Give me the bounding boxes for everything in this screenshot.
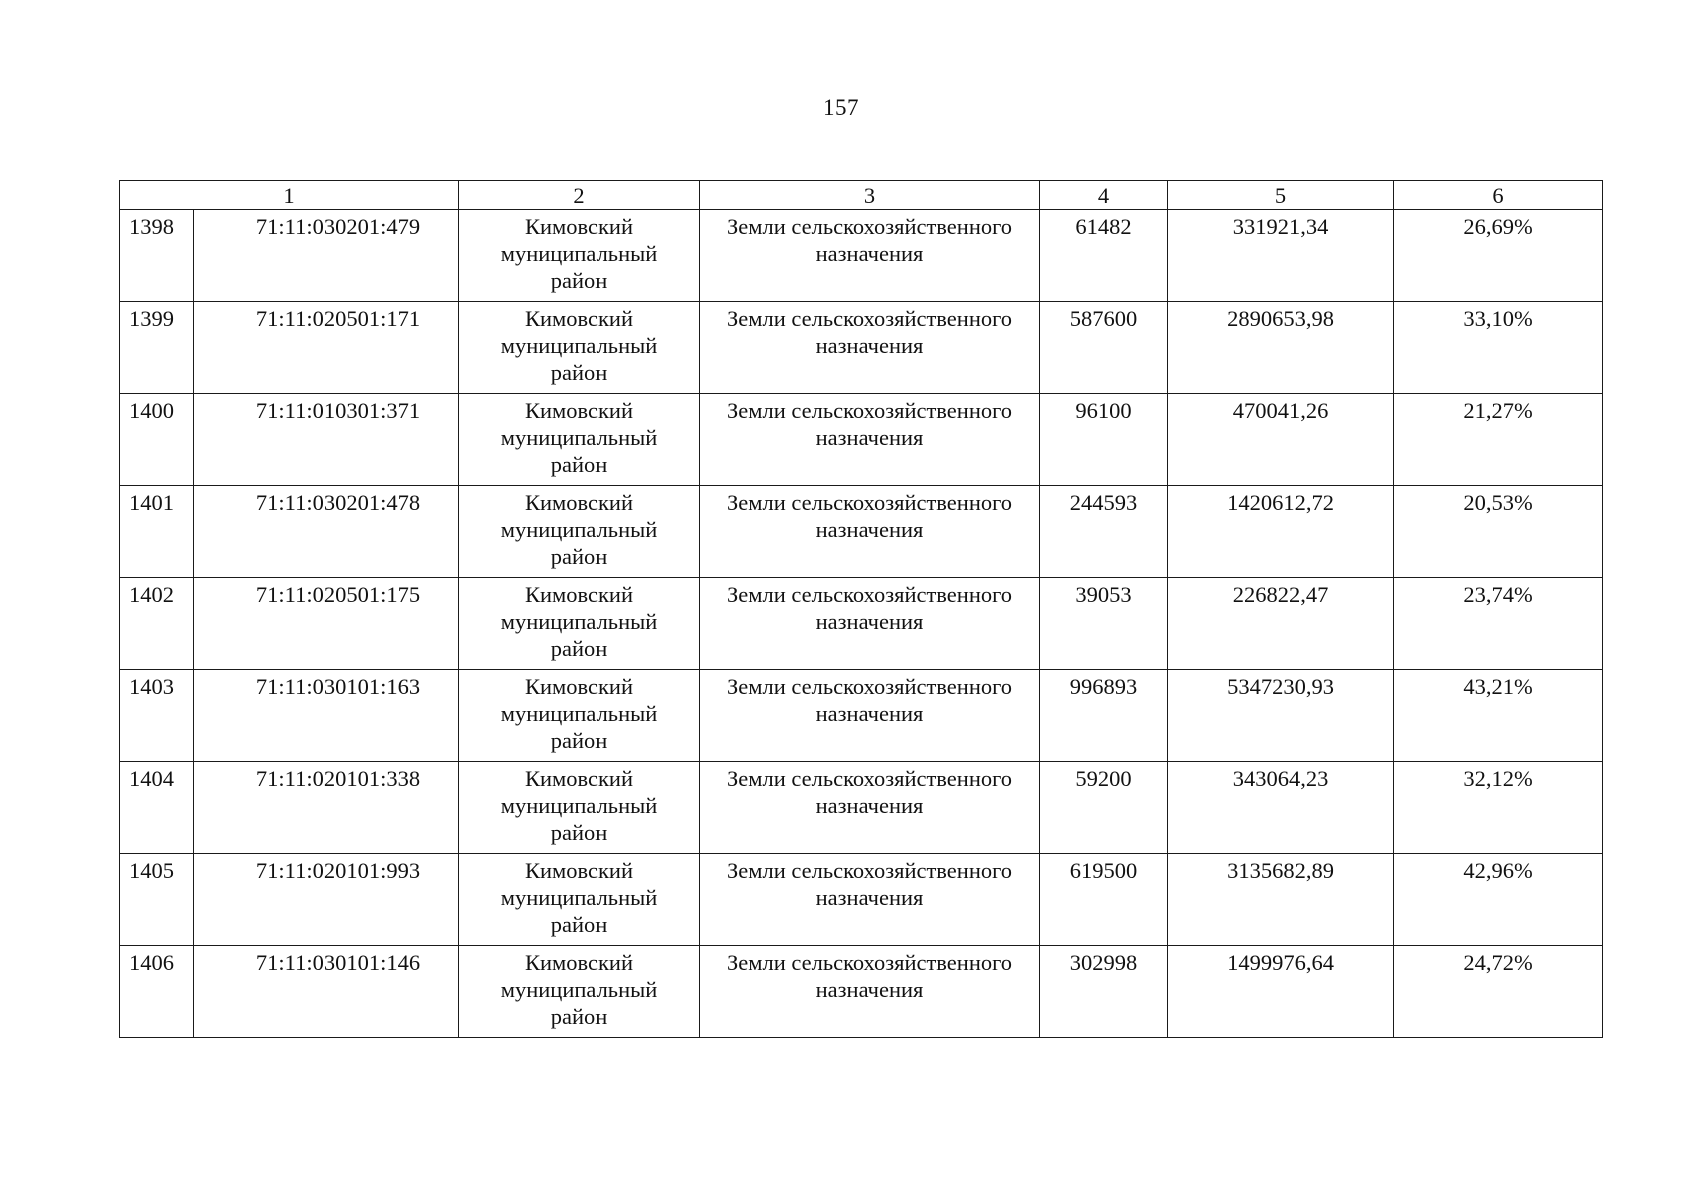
area-value: 302998 — [1040, 946, 1168, 1038]
cadastral-value: 3135682,89 — [1168, 854, 1394, 946]
row-number: 1406 — [120, 946, 194, 1038]
land-category-line-2: назначения — [815, 977, 924, 1002]
municipality — [459, 578, 700, 670]
cadastral-value: 226822,47 — [1168, 578, 1394, 670]
cadastral-value: 343064,23 — [1168, 762, 1394, 854]
municipality — [459, 670, 700, 762]
municipality-line-2: муниципальный — [500, 517, 658, 542]
row-number: 1400 — [120, 394, 194, 486]
land-category-line-2: назначения — [815, 793, 924, 818]
area-value: 996893 — [1040, 670, 1168, 762]
land-category — [700, 394, 1040, 486]
row-number: 1401 — [120, 486, 194, 578]
table-row — [120, 210, 1603, 302]
municipality-line-1: Кимовский — [524, 214, 634, 239]
municipality-line-1: Кимовский — [524, 490, 634, 515]
land-category — [700, 486, 1040, 578]
cadastral-value: 5347230,93 — [1168, 670, 1394, 762]
municipality-line-2: муниципальный — [500, 977, 658, 1002]
cadastral-number: 71:11:030101:146 — [194, 946, 459, 1038]
percent-value: 20,53% — [1394, 486, 1603, 578]
cadastral-number: 71:11:030201:478 — [194, 486, 459, 578]
municipality-line-3: район — [550, 360, 608, 385]
land-category-line-1: Земли сельскохозяйственного — [726, 858, 1013, 883]
table-row — [120, 394, 1603, 486]
land-category-line-1: Земли сельскохозяйственного — [726, 674, 1013, 699]
municipality-line-1: Кимовский — [524, 306, 634, 331]
cadastral-number: 71:11:020101:993 — [194, 854, 459, 946]
municipality-line-3: район — [550, 1004, 608, 1029]
area-value: 587600 — [1040, 302, 1168, 394]
municipality — [459, 946, 700, 1038]
percent-value: 24,72% — [1394, 946, 1603, 1038]
municipality-line-2: муниципальный — [500, 241, 658, 266]
municipality — [459, 486, 700, 578]
municipality-line-3: район — [550, 728, 608, 753]
area-value: 61482 — [1040, 210, 1168, 302]
cadastral-value: 470041,26 — [1168, 394, 1394, 486]
header-col-4: 4 — [1040, 181, 1168, 210]
percent-value: 23,74% — [1394, 578, 1603, 670]
land-category — [700, 210, 1040, 302]
row-number: 1402 — [120, 578, 194, 670]
percent-value: 33,10% — [1394, 302, 1603, 394]
cadastral-number: 71:11:010301:371 — [194, 394, 459, 486]
table-row — [120, 762, 1603, 854]
area-value: 59200 — [1040, 762, 1168, 854]
municipality-line-1: Кимовский — [524, 950, 634, 975]
municipality-line-1: Кимовский — [524, 674, 634, 699]
land-category-line-1: Земли сельскохозяйственного — [726, 214, 1013, 239]
land-category — [700, 762, 1040, 854]
municipality-line-1: Кимовский — [524, 858, 634, 883]
municipality — [459, 302, 700, 394]
table-header-row — [120, 181, 1603, 210]
municipality-line-3: район — [550, 912, 608, 937]
header-col-5: 5 — [1168, 181, 1394, 210]
land-category-line-2: назначения — [815, 333, 924, 358]
land-category — [700, 578, 1040, 670]
header-col-2: 2 — [459, 181, 700, 210]
cadastral-value: 1420612,72 — [1168, 486, 1394, 578]
municipality-line-1: Кимовский — [524, 766, 634, 791]
percent-value: 21,27% — [1394, 394, 1603, 486]
municipality-line-2: муниципальный — [500, 333, 658, 358]
land-category-line-1: Земли сельскохозяйственного — [726, 950, 1013, 975]
percent-value: 43,21% — [1394, 670, 1603, 762]
cadastral-number: 71:11:020101:338 — [194, 762, 459, 854]
table-row — [120, 946, 1603, 1038]
municipality-line-2: муниципальный — [500, 793, 658, 818]
cadastral-value: 331921,34 — [1168, 210, 1394, 302]
municipality — [459, 854, 700, 946]
cadastral-value: 1499976,64 — [1168, 946, 1394, 1038]
land-category — [700, 302, 1040, 394]
table-row — [120, 578, 1603, 670]
municipality-line-2: муниципальный — [500, 701, 658, 726]
row-number: 1403 — [120, 670, 194, 762]
percent-value: 32,12% — [1394, 762, 1603, 854]
municipality-line-2: муниципальный — [500, 885, 658, 910]
area-value: 39053 — [1040, 578, 1168, 670]
municipality-line-3: район — [550, 820, 608, 845]
table-row — [120, 302, 1603, 394]
municipality-line-3: район — [550, 636, 608, 661]
municipality-line-3: район — [550, 544, 608, 569]
header-col-3: 3 — [700, 181, 1040, 210]
municipality-line-3: район — [550, 452, 608, 477]
row-number: 1404 — [120, 762, 194, 854]
municipality — [459, 762, 700, 854]
area-value: 96100 — [1040, 394, 1168, 486]
percent-value: 42,96% — [1394, 854, 1603, 946]
land-category-line-2: назначения — [815, 609, 924, 634]
area-value: 244593 — [1040, 486, 1168, 578]
table-row — [120, 486, 1603, 578]
land-category-line-2: назначения — [815, 517, 924, 542]
municipality — [459, 394, 700, 486]
cadastral-number: 71:11:030101:163 — [194, 670, 459, 762]
land-category-line-2: назначения — [815, 701, 924, 726]
municipality — [459, 210, 700, 302]
land-category-line-2: назначения — [815, 425, 924, 450]
land-category-line-1: Земли сельскохозяйственного — [726, 398, 1013, 423]
header-col-1: 1 — [120, 181, 459, 210]
land-category — [700, 946, 1040, 1038]
land-category-line-2: назначения — [815, 885, 924, 910]
municipality-line-2: муниципальный — [500, 609, 658, 634]
land-category-line-1: Земли сельскохозяйственного — [726, 490, 1013, 515]
land-category — [700, 670, 1040, 762]
land-category-line-1: Земли сельскохозяйственного — [726, 582, 1013, 607]
cadastral-number: 71:11:020501:171 — [194, 302, 459, 394]
row-number: 1398 — [120, 210, 194, 302]
cadastral-value: 2890653,98 — [1168, 302, 1394, 394]
area-value: 619500 — [1040, 854, 1168, 946]
municipality-line-1: Кимовский — [524, 582, 634, 607]
land-category-line-1: Земли сельскохозяйственного — [726, 766, 1013, 791]
municipality-line-2: муниципальный — [500, 425, 658, 450]
page-number: 157 — [823, 95, 859, 120]
table-row — [120, 670, 1603, 762]
row-number: 1399 — [120, 302, 194, 394]
header-col-6: 6 — [1394, 181, 1603, 210]
land-category — [700, 854, 1040, 946]
municipality-line-1: Кимовский — [524, 398, 634, 423]
cadastral-number: 71:11:020501:175 — [194, 578, 459, 670]
land-category-line-1: Земли сельскохозяйственного — [726, 306, 1013, 331]
land-category-line-2: назначения — [815, 241, 924, 266]
municipality-line-3: район — [550, 268, 608, 293]
cadastral-number: 71:11:030201:479 — [194, 210, 459, 302]
percent-value: 26,69% — [1394, 210, 1603, 302]
row-number: 1405 — [120, 854, 194, 946]
table-row — [120, 854, 1603, 946]
land-plots-table — [119, 180, 1603, 1038]
